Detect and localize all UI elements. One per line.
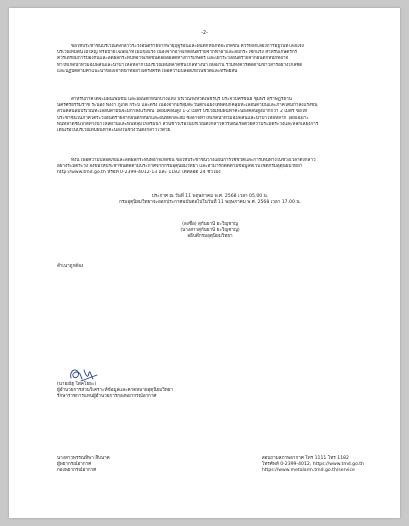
document-page: [9, 8, 400, 518]
paragraph-line: และปฏิบัติตามคำแนะนำของเจ้าหน้าที่อย่างเคร่งครัด เพื่อความปลอดภัยในชีวิตและทรัพย์สิน: [57, 68, 238, 74]
signatory-title: อธิบดีกรมอุตุนิยมวิทยา: [187, 234, 233, 240]
paragraph-line: ส่วนคลื่นลมบริเวณทะเลอันดามันจะมีกำลังแรงขึ้น โดยมีคลื่นสูง 1-2 เมตร บริเวณที่มีฝนฟ้าคะนองคลื่นสูงมากกว่า 2 เมตร ขอให้: [57, 109, 308, 115]
paragraph-line: สำหรับภาคใต้จะมีฝนเพิ่มขึ้น และมีฝนตกหนักบางแห่ง บริเวณจังหวัดเพชรบุรี ประจวบคีรีขันธ์ ชุมพร สุราษฎร์ธานี: [71, 97, 292, 102]
paragraph-advisory: [57, 158, 363, 177]
contact-service-link[interactable]: https://www.metalarm.tmd.go.th/service: [261, 468, 355, 474]
paragraph-line: ควรเตรียมการป้องกันและลดผลกระทบที่อาจเกิดขึ้นต่อผลผลิตทางการเกษตร และเฝ้าระวังอันตรายจากฝนตกหนักที่อาจ: [57, 56, 289, 62]
footer-contact: [262, 456, 364, 475]
certifier-title: ผู้อำนวยการส่วนวิเคราะห์ข้อมูลและคาดหมายอุตุนิยมวิทยา: [57, 388, 173, 394]
paragraph-line: ทำให้เกิดน้ำท่วมฉับพลันและน้ำป่าไหลหลากในบริเวณพื้นที่ลาดชันใกล้ทางน้ำไหลผ่าน รวมทั้งควรติดตามข่าวสารอย่างใกล้ชิด: [57, 62, 303, 68]
signatory-block: [57, 222, 363, 241]
paragraph-line: http://www.tmd.go.th หรือที่ 0-2399-4012-13 และ 1182 ได้ตลอด 24 ชั่วโมง: [57, 170, 221, 176]
copy-certified-label: สำเนาถูกต้อง: [57, 264, 84, 269]
handwritten-signature: [67, 364, 101, 384]
preparer-role: ผู้พยากรณ์อากาศ: [57, 462, 92, 468]
preparer-division: กองพยากรณ์อากาศ: [57, 468, 97, 474]
signatory-name: (นางสาวสุกันยานี ยะวิญชาญ): [180, 228, 240, 234]
paragraph-line: ทั้งนี้ เพื่อความปลอดภัยและลดผลกระทบที่อาจเกิดขึ้น ขอให้ประชาชนวางแผนการใช้ชีวิตและการเดินทางในช่วงเวลาดังกล่าว: [71, 158, 316, 163]
paragraph-line: นครศรีธรรมราช ระนอง พังงา ภูเก็ต กระบี่ และตรัง เนื่องจากมรสุมตะวันตกเฉียงใต้พัดปกคลุมทะเลอันดามันและภาคใต้มีกำลังแรงขึ้น: [57, 103, 318, 109]
certifier-name: (นายณัฐ โตคโยธะ): [57, 382, 97, 387]
copy-certified-label-block: [57, 264, 83, 270]
issue-date: ประกาศ ณ วันที่ 11 พฤษภาคม พ.ศ. 2568 เวลา 05.00 น.: [151, 194, 269, 199]
paragraph-line: เดินเรือในบริเวณที่มีฝนฟ้าคะนองในช่วงวันดังกล่าวไว้ด้วย: [57, 128, 171, 134]
contact-phone-website: โทรศัพท์ 0-2399-4012, https://www.tmd.go.th: [261, 462, 364, 468]
paragraph-line: บริเวณที่มีต้นไม้ใหญ่ หรือป้ายโฆษณาที่ไม่แข็งแรง เนื่องจากอาจเกิดอันตรายจากฟ้าผ่าและลมกระโชกแรง สำหรับเกษตรกร: [57, 50, 298, 56]
issue-info: [57, 194, 363, 206]
page-number: -2-: [201, 30, 208, 36]
paragraph-line: อย่างระมัดระวัง จึงขอให้ประชาชนติดตามประกาศจากกรมอุตุนิยมวิทยา และสามารถติดตามข้อมูลที่เว็บไซต์กรมอุตุนิยมวิทยา: [57, 164, 303, 170]
preparer-name: นางสาวพรรณทิพา สืบนาค: [57, 456, 110, 461]
paragraph-storm-warning: [57, 44, 363, 75]
footer-prepared-by: [57, 456, 110, 475]
paragraph-line: พื้นที่ลาดชันใกล้ทางน้ำไหลผ่านและพื้นที่ลุ่มใกล้ริมน้ำ ส่วนชาวเรือในบริเวณดังกล่าวควรเดินเรือด้วยความระมัดระวังและหลีกเลี่ยงการ: [57, 121, 319, 127]
contact-hotline: สอบถามสภาพอากาศ โทร 1111 โทร 1182: [261, 456, 349, 461]
paragraph-line: ขอให้ประชาชนบริเวณดังกล่าวระวังอันตรายจากพายุฤดูร้อนและฝนตกหนักที่จะเกิดขึ้น ควรหลีกเลี่ยงการอยู่ในที่โล่งแจ้ง: [71, 44, 304, 49]
certifier-subtitle: รักษาราชการแทนผู้อำนวยการกองพยากรณ์อากาศ: [57, 394, 157, 400]
copy-certifier-block: [57, 382, 173, 401]
paragraph-line: ประชาชนในภาคใต้ระวังอันตรายจากฝนตกหนักและฝนที่ตกสะสม ซึ่งอาจทำให้เกิดน้ำท่วมฉับพลันและน้ำป่าไหลหลาก โดยเฉพาะ: [57, 115, 309, 121]
signatory-signed: (ลงชื่อ) สุกันยานี ยะวิญชาญ: [182, 222, 238, 227]
paragraph-south-region: [57, 97, 363, 134]
next-issue: กรมอุตุนิยมวิทยาจะออกประกาศฉบับต่อไปในวันที่ 11 พฤษภาคม พ.ศ. 2568 เวลา 17.00 น.: [119, 200, 301, 206]
